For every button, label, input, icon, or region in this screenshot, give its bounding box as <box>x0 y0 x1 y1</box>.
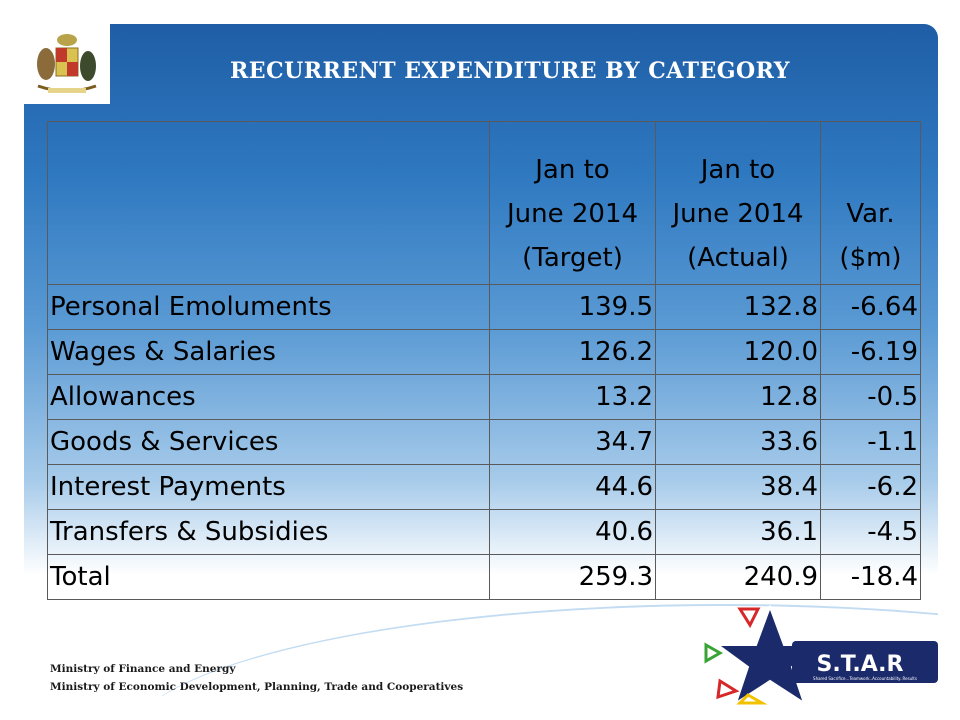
row-category: Interest Payments <box>48 465 490 510</box>
header-variance-line: ($m) <box>839 243 902 273</box>
row-target: 259.3 <box>490 555 656 600</box>
header-target <box>490 122 656 285</box>
table-row <box>48 285 921 330</box>
header-actual-line: June 2014 <box>672 199 804 229</box>
row-target: 44.6 <box>490 465 656 510</box>
star-logo-tagline: Shared Sacrifice...Teamwork..Accountability..Results <box>813 676 917 681</box>
row-actual: 132.8 <box>656 285 821 330</box>
header-variance-line: Var. <box>846 199 895 229</box>
row-variance: -4.5 <box>821 510 921 555</box>
header-actual <box>656 122 821 285</box>
table-header-row <box>48 122 921 285</box>
table-row <box>48 420 921 465</box>
table-row <box>48 510 921 555</box>
table-row <box>48 375 921 420</box>
row-actual: 33.6 <box>656 420 821 465</box>
row-actual: 36.1 <box>656 510 821 555</box>
slide-title: RECURRENT EXPENDITURE BY CATEGORY <box>230 58 790 84</box>
star-logo-text: S.T.A.R <box>816 652 904 677</box>
row-actual: 240.9 <box>656 555 821 600</box>
row-actual: 120.0 <box>656 330 821 375</box>
header-variance <box>821 122 921 285</box>
row-category: Total <box>48 555 490 600</box>
row-target: 13.2 <box>490 375 656 420</box>
header-target-line: June 2014 <box>506 199 639 229</box>
ministry-line: Ministry of Economic Development, Planning, Trade and Cooperatives <box>50 681 464 693</box>
star-logo-icon <box>700 605 940 705</box>
row-category: Allowances <box>48 375 490 420</box>
ministry-line: Ministry of Finance and Energy <box>50 663 236 675</box>
table-row <box>48 465 921 510</box>
header-actual-line: (Actual) <box>687 243 789 273</box>
coat-of-arms <box>24 24 110 104</box>
row-variance: -0.5 <box>821 375 921 420</box>
row-variance: -6.19 <box>821 330 921 375</box>
row-variance: -6.2 <box>821 465 921 510</box>
row-actual: 12.8 <box>656 375 821 420</box>
table-row <box>48 330 921 375</box>
row-target: 34.7 <box>490 420 656 465</box>
row-category: Transfers & Subsidies <box>48 510 490 555</box>
row-variance: -6.64 <box>821 285 921 330</box>
table-row-total <box>48 555 921 600</box>
row-category: Personal Emoluments <box>48 285 490 330</box>
expenditure-table <box>47 121 921 600</box>
row-target: 40.6 <box>490 510 656 555</box>
row-category: Goods & Services <box>48 420 490 465</box>
row-actual: 38.4 <box>656 465 821 510</box>
header-category <box>48 122 490 285</box>
row-variance: -18.4 <box>821 555 921 600</box>
header-target-line: Jan to <box>535 155 610 185</box>
ministry-footer <box>50 660 463 696</box>
coat-of-arms-icon <box>24 24 110 104</box>
row-target: 139.5 <box>490 285 656 330</box>
row-target: 126.2 <box>490 330 656 375</box>
star-logo <box>700 605 940 705</box>
row-variance: -1.1 <box>821 420 921 465</box>
header-actual-line: Jan to <box>700 155 776 185</box>
header-target-line: (Target) <box>522 243 623 273</box>
row-category: Wages & Salaries <box>48 330 490 375</box>
